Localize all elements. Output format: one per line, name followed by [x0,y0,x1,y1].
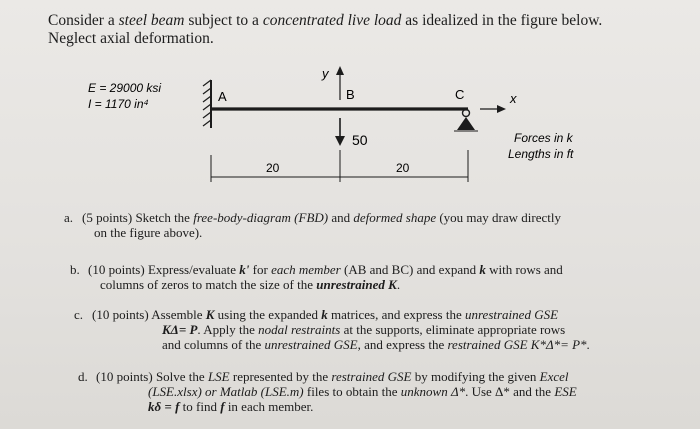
task-text: (you may draw directly [436,210,561,225]
task-text: . [586,337,590,352]
beam-figure [0,0,700,200]
task-continuation [70,277,630,292]
task-text: files to obtain the [303,384,401,399]
task-text: to find [179,399,221,414]
modulus-label: E = 29000 ksi [88,81,162,95]
dim-bc-label: 20 [396,161,410,175]
task-text: and columns of the [162,337,265,352]
task-text: (10 points) Solve the [96,369,208,384]
y-axis [336,66,344,100]
task-emphasis: deformed shape [353,210,437,225]
task-text: , and express the [357,337,448,352]
task-continuation: on the figure above). [94,225,203,240]
task-a [64,210,624,240]
task-text: by modifying the given [411,369,540,384]
task-emphasis: nodal restraints [258,322,341,337]
intro-text: Consider a [48,12,119,29]
task-emphasis: (LSE.xlsx) or Matlab (LSE.m) [148,384,304,399]
task-emphasis: free-body-diagram (FBD) [193,210,329,225]
task-letter: a. [64,210,74,225]
task-emphasis: LSE [207,369,230,384]
task-emphasis: k [321,307,328,322]
task-emphasis: unrestrained K [316,277,397,292]
task-emphasis: ESE [554,384,577,399]
task-text: . Use Δ* and the [465,384,555,399]
load-value: 50 [352,132,368,148]
intro-text: subject to a [184,12,263,29]
task-emphasis: K [205,307,215,322]
task-text: columns of zeros to match the size of the [100,277,317,292]
task-letter: b. [70,262,80,277]
task-emphasis: each member [271,262,341,277]
task-emphasis: restrained GSE K*Δ*= P* [447,337,587,352]
x-axis-label: x [510,91,517,106]
units-forces: Forces in k [514,131,573,145]
task-text: in each member. [224,399,314,414]
task-d [78,369,678,414]
intro-text: as idealized in the figure below. [401,12,603,29]
task-b [70,262,630,292]
task-text: represented by the [229,369,332,384]
node-c-label: C [455,87,465,102]
fixed-support-a [203,80,211,128]
intro-steel-beam: steel beam [118,12,185,29]
task-text: using the expanded [214,307,322,322]
task-emphasis: unrestrained GSE [464,307,559,322]
task-text: at the supports, eliminate appropriate rows [340,322,566,337]
task-letter: d. [78,369,88,384]
task-text: with rows and [485,262,563,277]
units-lengths: Lengths in ft [508,147,574,161]
dim-ab-label: 20 [266,161,280,175]
task-text: . Apply the [197,322,259,337]
dimension-line [211,150,468,182]
task-equation: kδ = f [148,399,180,414]
task-continuation [74,322,674,337]
task-text: (10 points) Express/evaluate [88,262,240,277]
task-text: . [396,277,401,292]
task-text: matrices, and express the [327,307,465,322]
task-emphasis: f [220,399,225,414]
node-a-label: A [218,89,227,104]
task-emphasis: unknown Δ* [400,384,466,399]
task-continuation [78,384,678,399]
task-letter: c. [74,307,84,322]
x-axis [480,105,506,113]
intro-load: concentrated live load [262,12,402,29]
task-emphasis: restrained GSE [331,369,412,384]
pin-support-c [454,110,478,132]
task-emphasis: k' [239,262,250,277]
node-b-label: B [346,87,355,102]
y-axis-label: y [322,66,329,81]
task-emphasis: k [479,262,486,277]
task-text: and [328,210,354,225]
task-emphasis: unrestrained GSE [264,337,358,352]
task-continuation [78,399,678,414]
task-text: for [249,262,272,277]
task-text: (AB and BC) and expand [340,262,480,277]
intro-line-2: Neglect axial deformation. [48,30,214,47]
task-equation: KΔ= P [162,322,198,337]
inertia-label: I = 1170 in⁴ [88,97,149,111]
task-emphasis: Excel [539,369,569,384]
load-arrow [335,118,345,146]
task-c [74,307,674,352]
task-text: (10 points) Assemble [92,307,206,322]
task-text: (5 points) Sketch the [82,210,194,225]
task-continuation [74,337,674,352]
